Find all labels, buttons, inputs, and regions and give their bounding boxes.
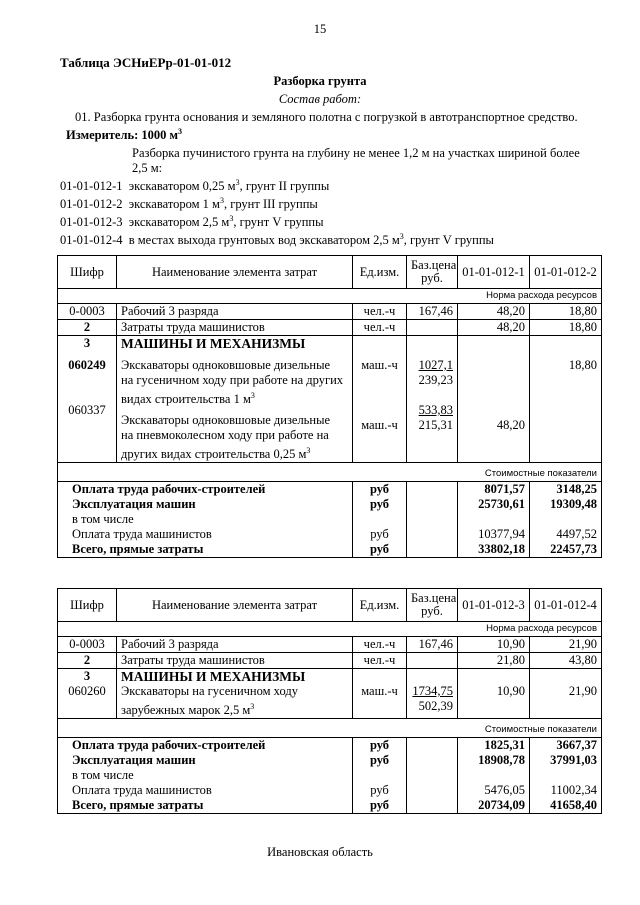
row-name: МАШИНЫ И МЕХАНИЗМЫ Экскаваторы одноковшовые дизельные на гусеничном ходу при работе на других видах строительства 1 $м^3$ Экскаваторы одноковшовые дизельные на пневмоколесном ходу при работе на других видах строительства 0,25 $м^3$ xyxy=(117,336,353,463)
description-line-1: Разборка пучинистого грунта на глубину не менее 1,2 м на участках шириной более xyxy=(132,146,580,160)
code-item: 01-01-012-4 в местах выхода грунтовых вод экскаватором 2,5 $м^3$, грунт V группы xyxy=(60,232,494,248)
page-footer: Ивановская область xyxy=(267,845,373,859)
row-unit: маш.-ч xyxy=(353,669,407,719)
row-unit: чел.-ч xyxy=(353,320,407,336)
row-value-1: 10,90 xyxy=(458,669,530,719)
header-col-1: 01-01-012-1 xyxy=(458,256,530,289)
row-name: МАШИНЫ И МЕХАНИЗМЫ Экскаваторы на гусеничном ходу зарубежных марок 2,5 $м^3$ xyxy=(117,669,353,719)
table-row xyxy=(58,653,602,669)
row-value-2: 18,80 xyxy=(530,320,602,336)
table-row xyxy=(58,304,602,320)
table-row xyxy=(58,336,602,463)
cost-row: в том числе xyxy=(58,512,602,527)
meter-label: Измеритель: 1000 $м^3$ xyxy=(66,127,183,143)
page-number: 15 xyxy=(313,22,327,36)
norm-caption-row xyxy=(58,289,602,304)
header-col-2: 01-01-012-4 xyxy=(530,589,602,622)
header-col-1: 01-01-012-3 xyxy=(458,589,530,622)
table-title: Таблица ЭСНиЕРр-01-01-012 xyxy=(60,55,232,70)
cost-row: в том числе xyxy=(58,768,602,783)
row-price: 1734,75 502,39 xyxy=(407,669,458,719)
row-value-2: 21,90 xyxy=(530,669,602,719)
norm-caption-row xyxy=(58,622,602,637)
row-name: Рабочий 3 разряда xyxy=(117,637,353,653)
table-header-row xyxy=(58,589,602,622)
row-code: 2 xyxy=(58,320,117,336)
cost-caption-row xyxy=(58,719,602,738)
header-unit: Ед.изм. xyxy=(353,589,407,622)
row-code: 3 060260 xyxy=(58,669,117,719)
row-unit: чел.-ч xyxy=(353,653,407,669)
row-code: 0-0003 xyxy=(58,304,117,320)
row-value-1: 21,80 xyxy=(458,653,530,669)
section-title: Разборка грунта xyxy=(273,74,367,88)
header-code: Шифр xyxy=(58,589,117,622)
row-name: Затраты труда машинистов xyxy=(117,320,353,336)
row-value-1: 48,20 xyxy=(458,304,530,320)
cost-row: Оплата труда машинистов руб 10377,94 4497,52 xyxy=(58,527,602,542)
row-name: Рабочий 3 разряда xyxy=(117,304,353,320)
cost-row: Оплата труда рабочих-строителей руб 1825,31 3667,37 xyxy=(58,738,602,754)
norms-table-1 xyxy=(57,255,602,558)
cost-row: Эксплуатация машин руб 18908,78 37991,03 xyxy=(58,753,602,768)
table-row xyxy=(58,669,602,719)
row-value-1: 48,20 xyxy=(458,320,530,336)
row-price xyxy=(407,653,458,669)
row-value-2: 21,90 xyxy=(530,637,602,653)
row-value-2: 18,80 xyxy=(530,304,602,320)
row-code: 0-0003 xyxy=(58,637,117,653)
table-row xyxy=(58,637,602,653)
work-item: 01. Разборка грунта основания и земляного полотна с погрузкой в автотранспортное средство. xyxy=(75,110,578,124)
cost-row: Всего, прямые затраты руб 33802,18 22457,73 xyxy=(58,542,602,558)
cost-row: Оплата труда машинистов руб 5476,05 11002,34 xyxy=(58,783,602,798)
header-name: Наименование элемента затрат xyxy=(117,589,353,622)
norm-caption: Норма расхода ресурсов xyxy=(58,622,602,637)
row-price: 167,46 xyxy=(407,637,458,653)
cost-caption-row xyxy=(58,463,602,482)
row-unit: маш.-ч маш.-ч xyxy=(353,336,407,463)
row-value-1: 48,20 xyxy=(458,336,530,463)
norm-caption: Норма расхода ресурсов xyxy=(58,289,602,304)
cost-caption: Стоимостные показатели xyxy=(58,719,602,738)
row-price: 1027,1 239,23 533,83 215,31 xyxy=(407,336,458,463)
cost-row: Эксплуатация машин руб 25730,61 19309,48 xyxy=(58,497,602,512)
cost-row: Всего, прямые затраты руб 20734,09 41658,40 xyxy=(58,798,602,814)
row-code: 2 xyxy=(58,653,117,669)
header-price: Баз.цена руб. xyxy=(407,256,458,289)
cost-caption: Стоимостные показатели xyxy=(58,463,602,482)
row-unit: чел.-ч xyxy=(353,304,407,320)
description-line-2: 2,5 м: xyxy=(132,161,163,175)
row-unit: чел.-ч xyxy=(353,637,407,653)
row-code: 3 060249 060337 xyxy=(58,336,117,463)
code-item: 01-01-012-2 экскаватором 1 $м^3$, грунт III группы xyxy=(60,196,318,212)
row-value-2: 18,80 xyxy=(530,336,602,463)
row-price xyxy=(407,320,458,336)
row-price: 167,46 xyxy=(407,304,458,320)
row-value-2: 43,80 xyxy=(530,653,602,669)
row-value-1: 10,90 xyxy=(458,637,530,653)
header-price: Баз.цена руб. xyxy=(407,589,458,622)
cost-row: Оплата труда рабочих-строителей руб 8071,57 3148,25 xyxy=(58,482,602,498)
code-item: 01-01-012-3 экскаватором 2,5 $м^3$, грунт V группы xyxy=(60,214,324,230)
header-unit: Ед.изм. xyxy=(353,256,407,289)
table-row xyxy=(58,320,602,336)
composition-title: Состав работ: xyxy=(278,92,362,106)
norms-table-2 xyxy=(57,588,602,814)
table-header-row xyxy=(58,256,602,289)
code-item: 01-01-012-1 экскаватором 0,25 $м^3$, грунт II группы xyxy=(60,178,330,194)
header-name: Наименование элемента затрат xyxy=(117,256,353,289)
row-name: Затраты труда машинистов xyxy=(117,653,353,669)
header-col-2: 01-01-012-2 xyxy=(530,256,602,289)
header-code: Шифр xyxy=(58,256,117,289)
